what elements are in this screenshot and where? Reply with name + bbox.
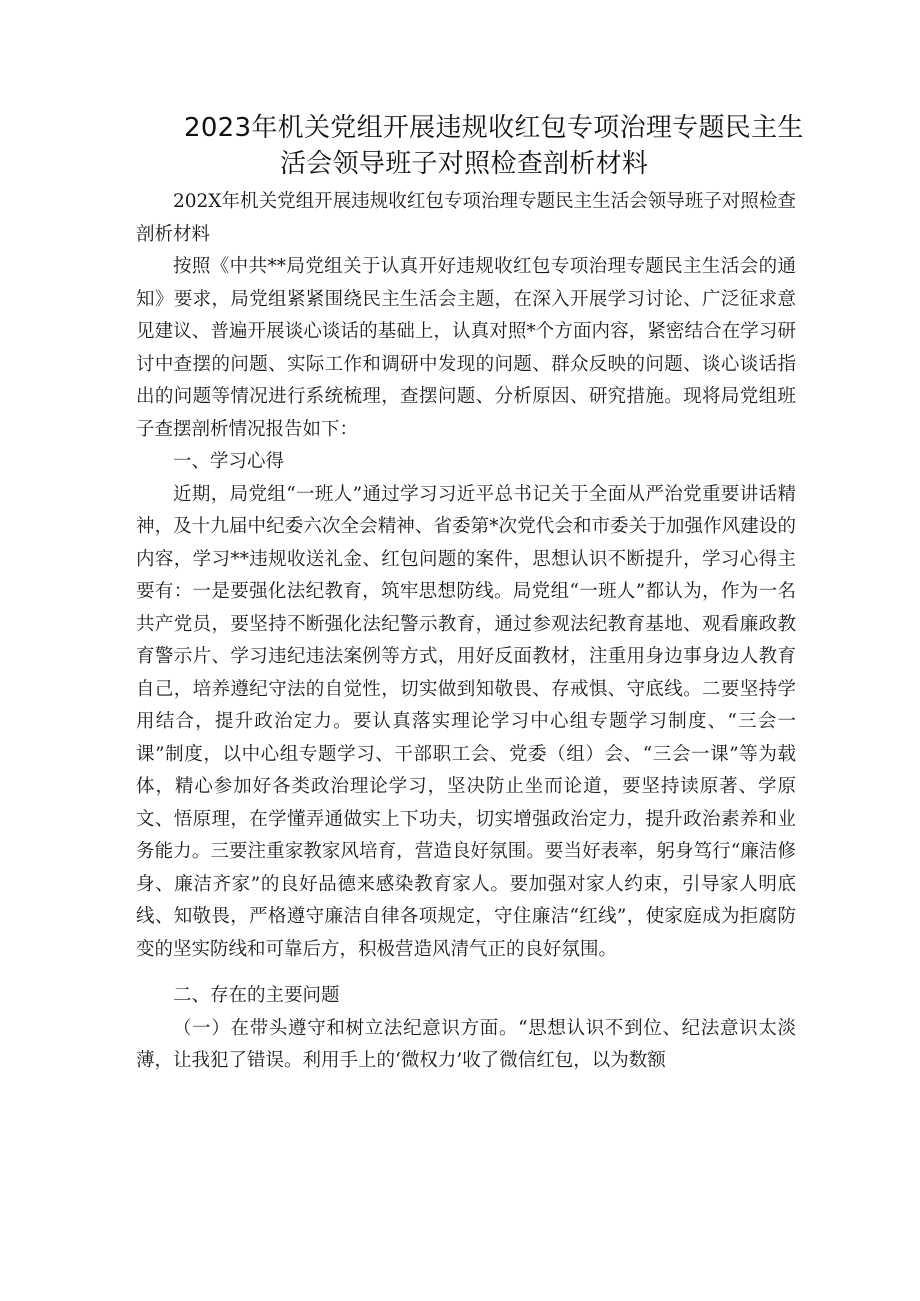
subtitle-paragraph: 202X年机关党组开展违规收红包专项治理专题民主生活会领导班子对照检查剖析材料 [136,191,796,245]
document-title [120,110,810,182]
section-heading-problems: 二、存在的主要问题 [173,985,340,1006]
title-line-1: 2023年机关党组开展违规收红包专项治理专题民主生 [184,113,804,143]
title-line-2: 活会领导班子对照检查剖析材料 [280,149,649,179]
document-body [136,186,796,1078]
learning-paragraph: 近期，局党组“一班人”通过学习习近平总书记关于全面从严治党重要讲话精神，及十九届中纪委六次全会精神、省委第*次党代会和市委关于加强作风建设的内容，学习**违规收送礼金、红包问题的案件，思想认识不断提升，学习心得主要有：一是要强化法纪教育，筑牢思想防线。局党组“一班人”都认为，作为一名共产党员，要坚持不断强化法纪警示教育，通过参观法纪教育基地、观看廉政教育警示片、学习违纪违法案例等方式，用好反面教材，注重用身边事身边人教育自己，培养遵纪守法的自觉性，切实做到知敬畏、存戒惧、守底线。二要坚持学用结合，提升政治定力。要认真落实理论学习中心组专题学习制度、“三会一课”制度，以中心组专题学习、干部职工会、党委（组）会、“三会一课”等为载体，精心参加好各类政治理论学习，坚决防止坐而论道，要坚持读原著、学原文、悟原理，在学懂弄通做实上下功夫，切实增强政治定力，提升政治素养和业务能力。三要注重家教家风培育，营造良好氛围。要当好表率，躬身笃行“廉洁修身、廉洁齐家”的良好品德来感染教育家人。要加强对家人约束，引导家人明底线、知敬畏，严格遵守廉洁自律各项规定，守住廉洁“红线”，使家庭成为拒腐防变的坚实防线和可靠后方，积极营造风清气正的良好氛围。 [136,483,796,960]
section-heading-learning: 一、学习心得 [173,451,285,472]
intro-paragraph: 按照《中共**局党组关于认真开好违规收红包专项治理专题民主生活会的通知》要求，局党组紧紧围绕民主生活会主题，在深入开展学习讨论、广泛征求意见建议、普遍开展谈心谈话的基础上，认真对照*个方面内容，紧密结合在学习研讨中查摆的问题、实际工作和调研中发现的问题、群众反映的问题、谈心谈话指出的问题等情况进行系统梳理，查摆问题、分析原因、研究措施。现将局党组班子查摆剖析情况报告如下： [136,256,796,440]
problem-paragraph-1: （一）在带头遵守和树立法纪意识方面。“思想认识不到位、纪法意识太淡薄，让我犯了错误。利用手上的‘微权力’收了微信红包，以为数额 [136,1017,796,1071]
